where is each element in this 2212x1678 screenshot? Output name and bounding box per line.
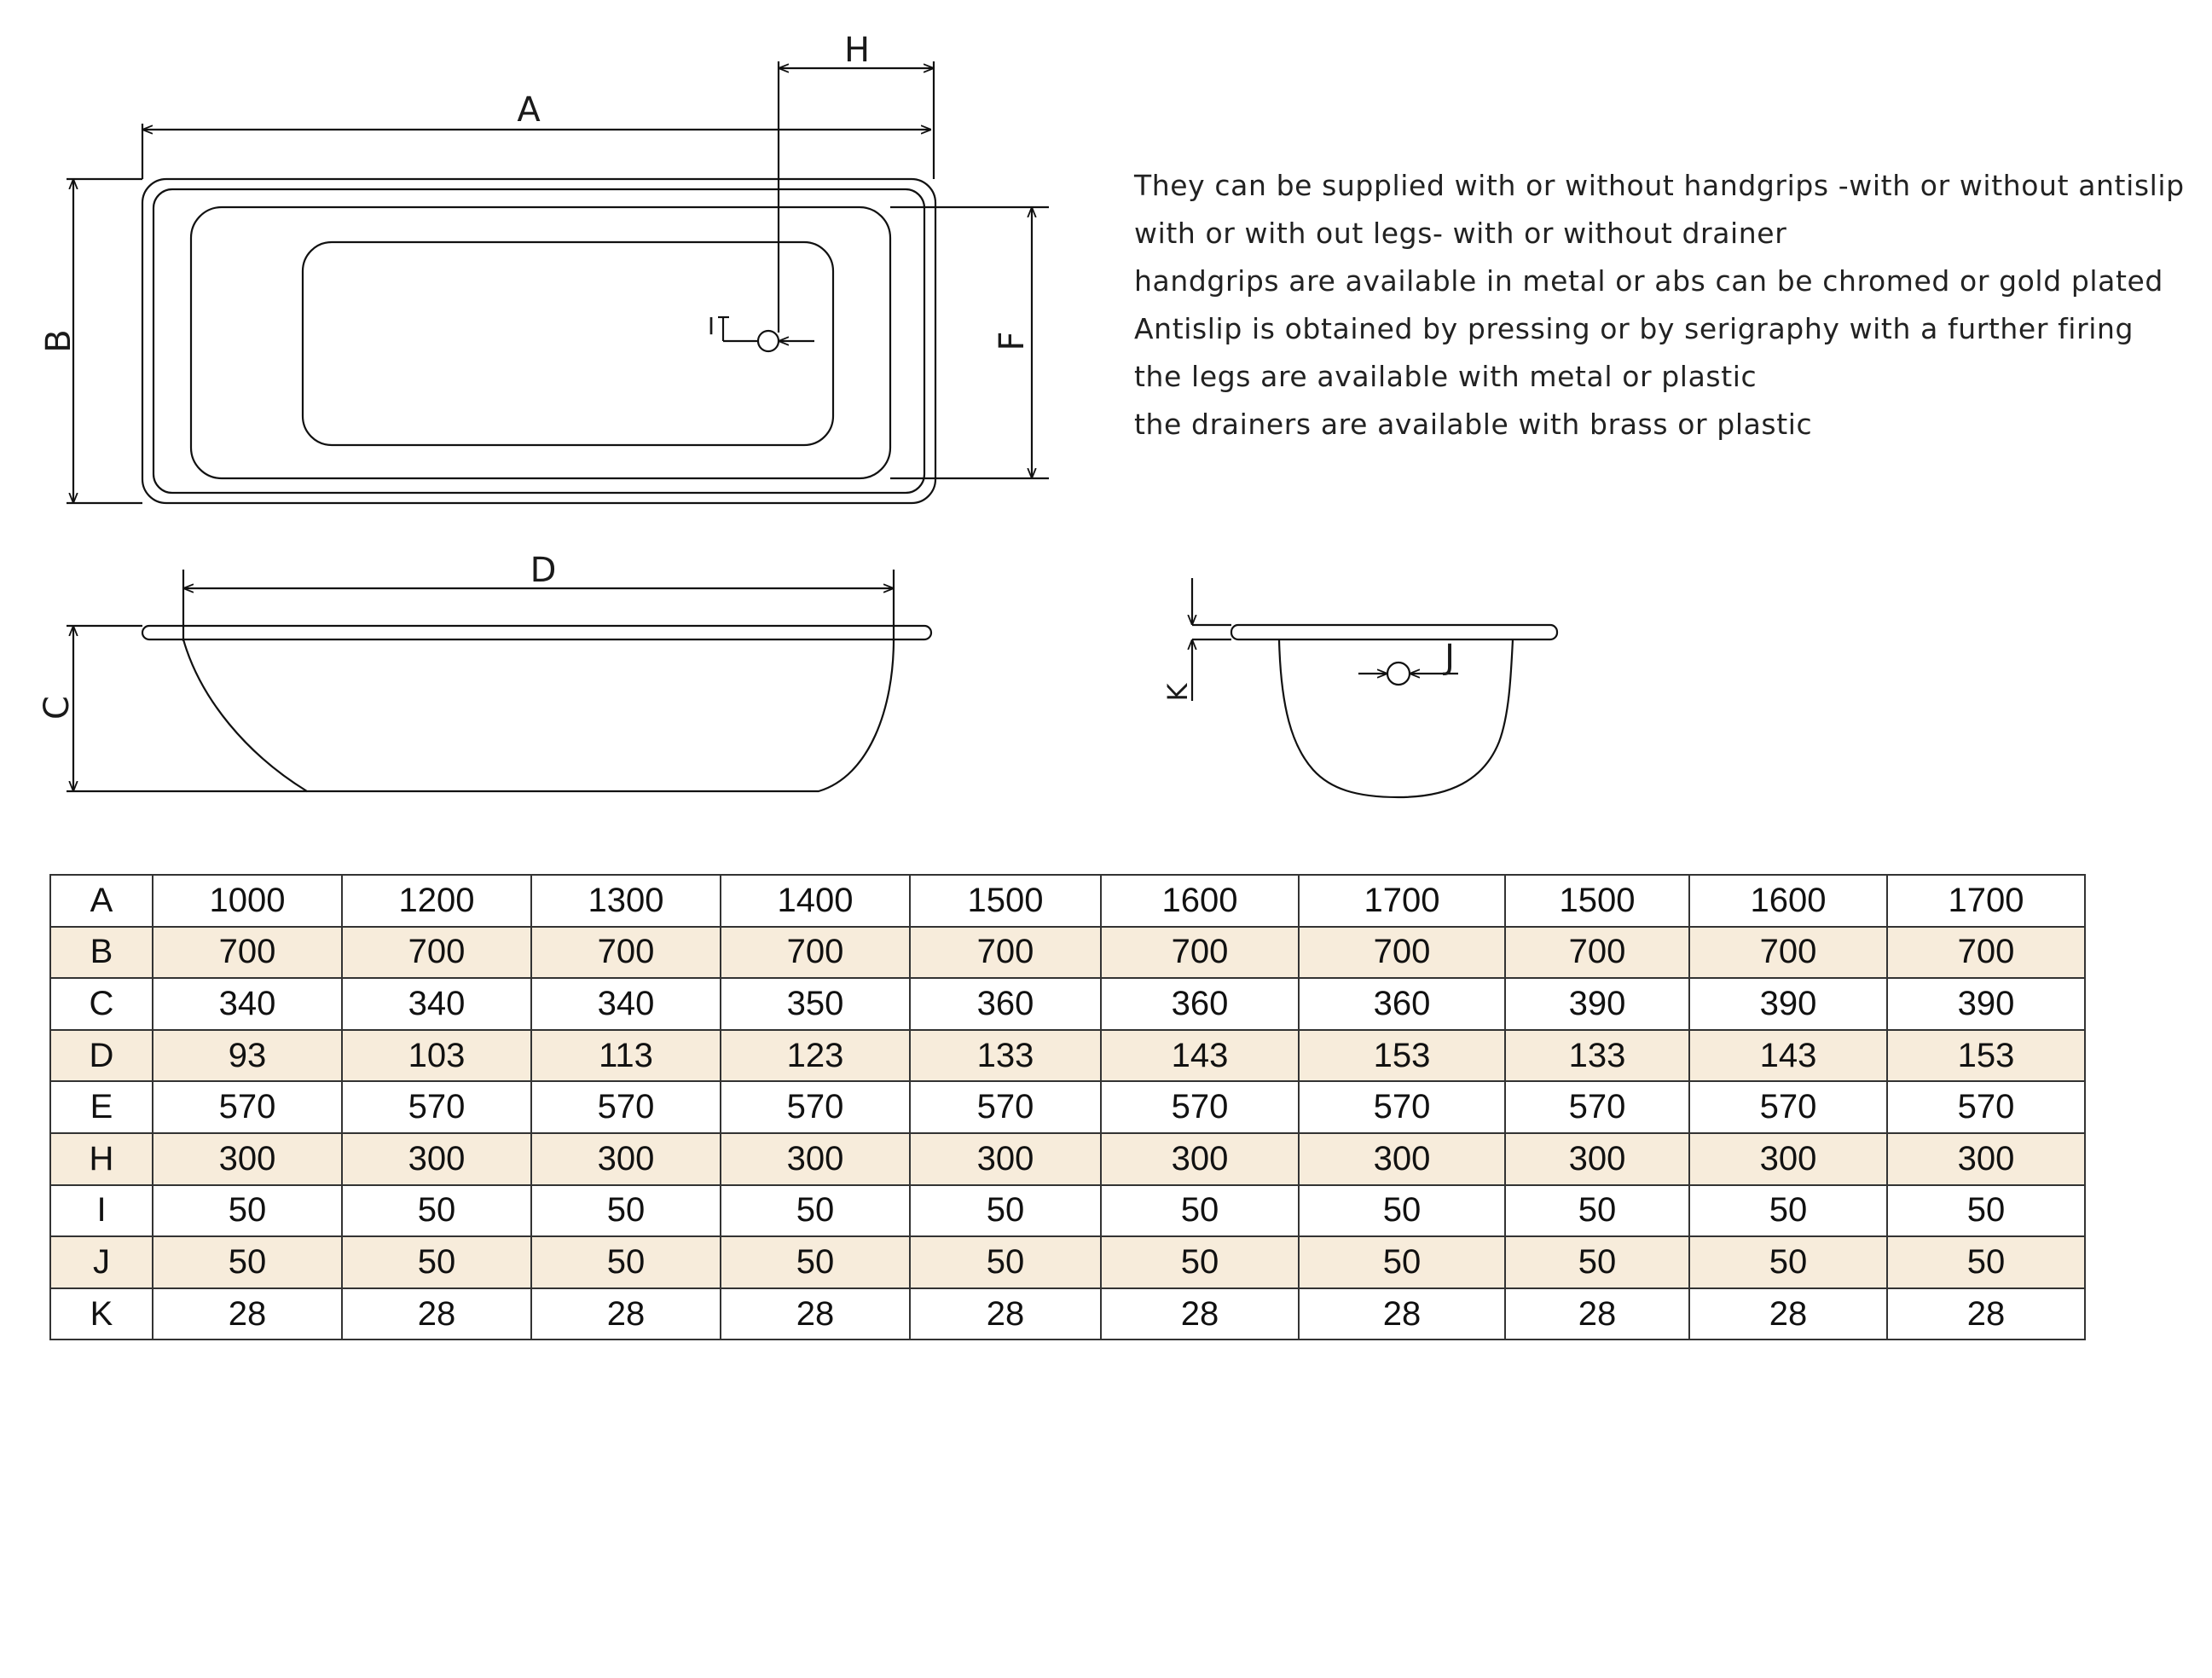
table-cell: 570 [1887,1081,2085,1133]
table-cell: 700 [910,927,1101,979]
table-cell: 570 [910,1081,1101,1133]
table-cell: 50 [1505,1236,1689,1288]
table-cell: 300 [153,1133,342,1185]
table-cell: 700 [1505,927,1689,979]
table-cell: 300 [1887,1133,2085,1185]
row-key: B [50,927,153,979]
dimension-table [49,874,2086,1340]
table-cell: 1200 [342,875,531,927]
table-cell: 390 [1689,978,1887,1030]
table-cell: 300 [342,1133,531,1185]
dim-label-J: J [1445,638,1455,677]
table-cell: 340 [342,978,531,1030]
table-cell: 700 [531,927,721,979]
table-cell: 300 [721,1133,910,1185]
note-line: Antislip is obtained by pressing or by serigraphy with a further firing [1134,312,2134,345]
table-cell: 28 [1887,1288,2085,1340]
table-row [50,978,2085,1030]
table-cell: 1500 [910,875,1101,927]
table-row [50,1288,2085,1340]
table-row [50,927,2085,979]
table-cell: 1500 [1505,875,1689,927]
table-cell: 50 [1887,1185,2085,1237]
note-line: handgrips are available in metal or abs can be chromed or gold plated [1134,264,2163,298]
table-cell: 93 [153,1030,342,1082]
note-line: They can be supplied with or without handgrips -with or without antislip [1134,169,2185,202]
table-cell: 133 [910,1030,1101,1082]
table-cell: 50 [910,1236,1101,1288]
table-cell: 1000 [153,875,342,927]
table-cell: 1700 [1887,875,2085,927]
table-row [50,1236,2085,1288]
table-cell: 700 [153,927,342,979]
table-cell: 28 [153,1288,342,1340]
row-key: C [50,978,153,1030]
table-row [50,1081,2085,1133]
table-cell: 28 [910,1288,1101,1340]
table-cell: 570 [531,1081,721,1133]
table-cell: 570 [1101,1081,1299,1133]
table-cell: 700 [721,927,910,979]
table-cell: 50 [1101,1185,1299,1237]
drain-icon [758,331,779,351]
note-line: the legs are available with metal or plastic [1134,360,1757,393]
row-key: J [50,1236,153,1288]
row-key: I [50,1185,153,1237]
table-cell: 300 [910,1133,1101,1185]
table-cell: 28 [1505,1288,1689,1340]
table-cell: 1600 [1689,875,1887,927]
table-cell: 700 [1689,927,1887,979]
table-cell: 360 [910,978,1101,1030]
table-cell: 360 [1101,978,1299,1030]
table-cell: 1400 [721,875,910,927]
drain-icon [1387,663,1410,685]
table-cell: 50 [153,1185,342,1237]
dim-label-H: H [843,31,871,70]
table-cell: 1600 [1101,875,1299,927]
table-cell: 700 [1101,927,1299,979]
table-cell: 300 [1299,1133,1505,1185]
table-row [50,1185,2085,1237]
table-cell: 50 [1505,1185,1689,1237]
table-cell: 1300 [531,875,721,927]
table-cell: 50 [1689,1236,1887,1288]
table-cell: 300 [1101,1133,1299,1185]
table-cell: 113 [531,1030,721,1082]
table-cell: 50 [910,1185,1101,1237]
table-cell: 28 [531,1288,721,1340]
table-cell: 28 [1101,1288,1299,1340]
table-cell: 50 [153,1236,342,1288]
table-cell: 153 [1299,1030,1505,1082]
table-cell: 700 [342,927,531,979]
table-cell: 28 [342,1288,531,1340]
product-notes [1134,162,2200,448]
dim-label-D: D [530,551,557,590]
table-cell: 28 [1689,1288,1887,1340]
table-cell: 570 [1299,1081,1505,1133]
table-cell: 50 [342,1236,531,1288]
table-cell: 143 [1689,1030,1887,1082]
table-cell: 103 [342,1030,531,1082]
table-cell: 350 [721,978,910,1030]
table-cell: 1700 [1299,875,1505,927]
table-cell: 50 [1101,1236,1299,1288]
top-view [67,61,1049,503]
table-row [50,1133,2085,1185]
table-cell: 50 [531,1236,721,1288]
table-cell: 50 [721,1236,910,1288]
end-view [1192,578,1557,797]
table-cell: 50 [1299,1185,1505,1237]
table-cell: 570 [721,1081,910,1133]
table-cell: 570 [153,1081,342,1133]
row-key: A [50,875,153,927]
table-row [50,1030,2085,1082]
table-cell: 390 [1505,978,1689,1030]
table-cell: 700 [1887,927,2085,979]
table-cell: 153 [1887,1030,2085,1082]
table-cell: 700 [1299,927,1505,979]
dim-label-A: A [517,90,541,130]
note-line: with or with out legs- with or without drainer [1134,217,1787,250]
table-cell: 50 [721,1185,910,1237]
dim-label-C: C [38,696,77,720]
table-cell: 340 [153,978,342,1030]
table-cell: 570 [1505,1081,1689,1133]
table-cell: 300 [1689,1133,1887,1185]
table-cell: 50 [1689,1185,1887,1237]
side-view [67,570,931,791]
note-line: the drainers are available with brass or plastic [1134,408,1813,441]
table-cell: 123 [721,1030,910,1082]
dim-label-B: B [39,329,78,353]
table-row [50,875,2085,927]
table-cell: 390 [1887,978,2085,1030]
table-cell: 50 [342,1185,531,1237]
table-cell: 28 [721,1288,910,1340]
row-key: D [50,1030,153,1082]
table-cell: 340 [531,978,721,1030]
row-key: K [50,1288,153,1340]
table-cell: 50 [1887,1236,2085,1288]
table-cell: 28 [1299,1288,1505,1340]
table-cell: 50 [1299,1236,1505,1288]
row-key: H [50,1133,153,1185]
row-key: E [50,1081,153,1133]
dim-label-K: K [1161,683,1194,702]
table-cell: 300 [1505,1133,1689,1185]
table-cell: 570 [342,1081,531,1133]
table-cell: 300 [531,1133,721,1185]
table-cell: 570 [1689,1081,1887,1133]
table-cell: 360 [1299,978,1505,1030]
dim-label-I: I [707,312,715,340]
dim-label-F: F [993,331,1032,351]
table-cell: 50 [531,1185,721,1237]
table-cell: 133 [1505,1030,1689,1082]
table-cell: 143 [1101,1030,1299,1082]
